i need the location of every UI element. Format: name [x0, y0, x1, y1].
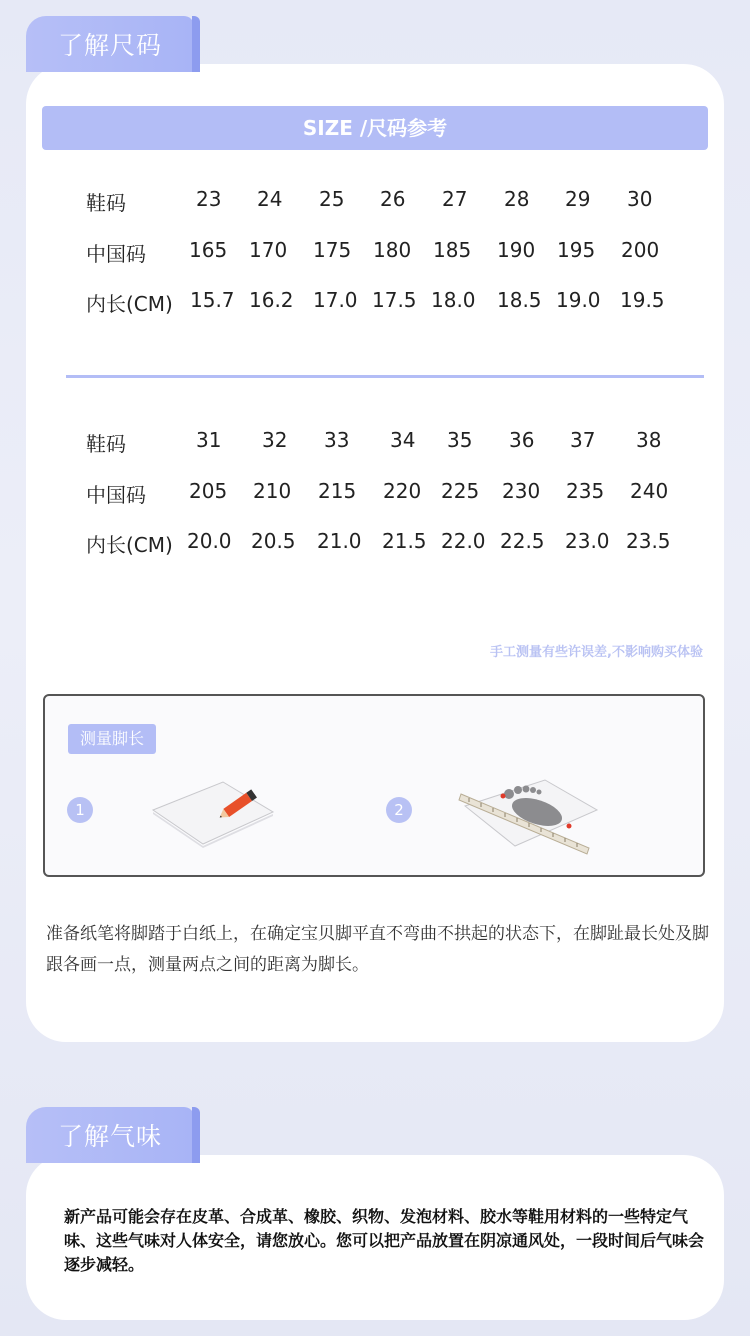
cell: 220 [383, 479, 422, 503]
row-label: 内长(CM) [86, 533, 173, 557]
cell: 18.0 [431, 288, 476, 312]
cell: 28 [504, 187, 530, 211]
cell: 32 [262, 428, 288, 452]
cell: 25 [319, 187, 345, 211]
cell: 17.5 [372, 288, 417, 312]
cell: 200 [621, 238, 660, 262]
cell: 19.0 [556, 288, 601, 312]
smell-section-title: 了解气味 [58, 1122, 163, 1151]
cell: 31 [196, 428, 222, 452]
cell: 33 [324, 428, 350, 452]
cell: 22.5 [500, 529, 545, 553]
cell: 15.7 [190, 288, 235, 312]
cell: 225 [441, 479, 480, 503]
cell: 23.0 [565, 529, 610, 553]
cell: 195 [557, 238, 596, 262]
cell: 190 [497, 238, 536, 262]
cell: 240 [630, 479, 669, 503]
cell: 35 [447, 428, 473, 452]
cell: 20.0 [187, 529, 232, 553]
cell: 215 [318, 479, 357, 503]
size-banner: SIZE /尺码参考 [42, 106, 708, 150]
cell: 36 [509, 428, 535, 452]
cell: 19.5 [620, 288, 665, 312]
cell: 165 [189, 238, 228, 262]
smell-section-tab [26, 1107, 194, 1163]
step-2-badge: 2 [386, 797, 412, 823]
cell: 205 [189, 479, 228, 503]
cell: 16.2 [249, 288, 294, 312]
table-divider [66, 375, 704, 378]
cell: 23.5 [626, 529, 671, 553]
cell: 185 [433, 238, 472, 262]
row-label: 内长(CM) [86, 292, 173, 316]
row-label: 鞋码 [86, 432, 126, 456]
table-row [0, 479, 750, 509]
cell: 29 [565, 187, 591, 211]
measure-instructions: 准备纸笔将脚踏于白纸上，在确定宝贝脚平直不弯曲不拱起的状态下，在脚趾最长处及脚跟各画一点，测量两点之间的距离为脚长。 [46, 924, 709, 975]
row-label: 中国码 [86, 242, 146, 266]
cell: 30 [627, 187, 653, 211]
cell: 27 [442, 187, 468, 211]
cell: 170 [249, 238, 288, 262]
measure-foot-box [43, 694, 705, 877]
table-row [0, 238, 750, 268]
measure-tag: 测量脚长 [68, 724, 156, 754]
smell-description: 新产品可能会存在皮革、合成革、橡胶、织物、发泡材料、胶水等鞋用材料的一些特定气味、这些气味对人体安全，请您放心。您可以把产品放置在阴凉通风处，一段时间后气味会逐步减轻。 [64, 1207, 705, 1274]
row-label: 中国码 [86, 483, 146, 507]
cell: 23 [196, 187, 222, 211]
cell: 24 [257, 187, 283, 211]
table-row [0, 288, 750, 318]
size-section-tab [26, 16, 194, 72]
cell: 34 [390, 428, 416, 452]
size-section-title: 了解尺码 [58, 31, 163, 60]
cell: 20.5 [251, 529, 296, 553]
cell: 17.0 [313, 288, 358, 312]
cell: 210 [253, 479, 292, 503]
step-1-badge: 1 [67, 797, 93, 823]
cell: 37 [570, 428, 596, 452]
table-row [0, 187, 750, 217]
table-row [0, 529, 750, 559]
cell: 180 [373, 238, 412, 262]
cell: 22.0 [441, 529, 486, 553]
cell: 21.5 [382, 529, 427, 553]
cell: 18.5 [497, 288, 542, 312]
cell: 21.0 [317, 529, 362, 553]
cell: 26 [380, 187, 406, 211]
table-row [0, 428, 750, 458]
paper-pencil-illustration [145, 772, 285, 852]
row-label: 鞋码 [86, 191, 126, 215]
cell: 235 [566, 479, 605, 503]
cell: 175 [313, 238, 352, 262]
cell: 38 [636, 428, 662, 452]
measurement-note: 手工测量有些许误差,不影响购买体验 [490, 645, 703, 660]
cell: 230 [502, 479, 541, 503]
foot-ruler-illustration [455, 766, 605, 856]
